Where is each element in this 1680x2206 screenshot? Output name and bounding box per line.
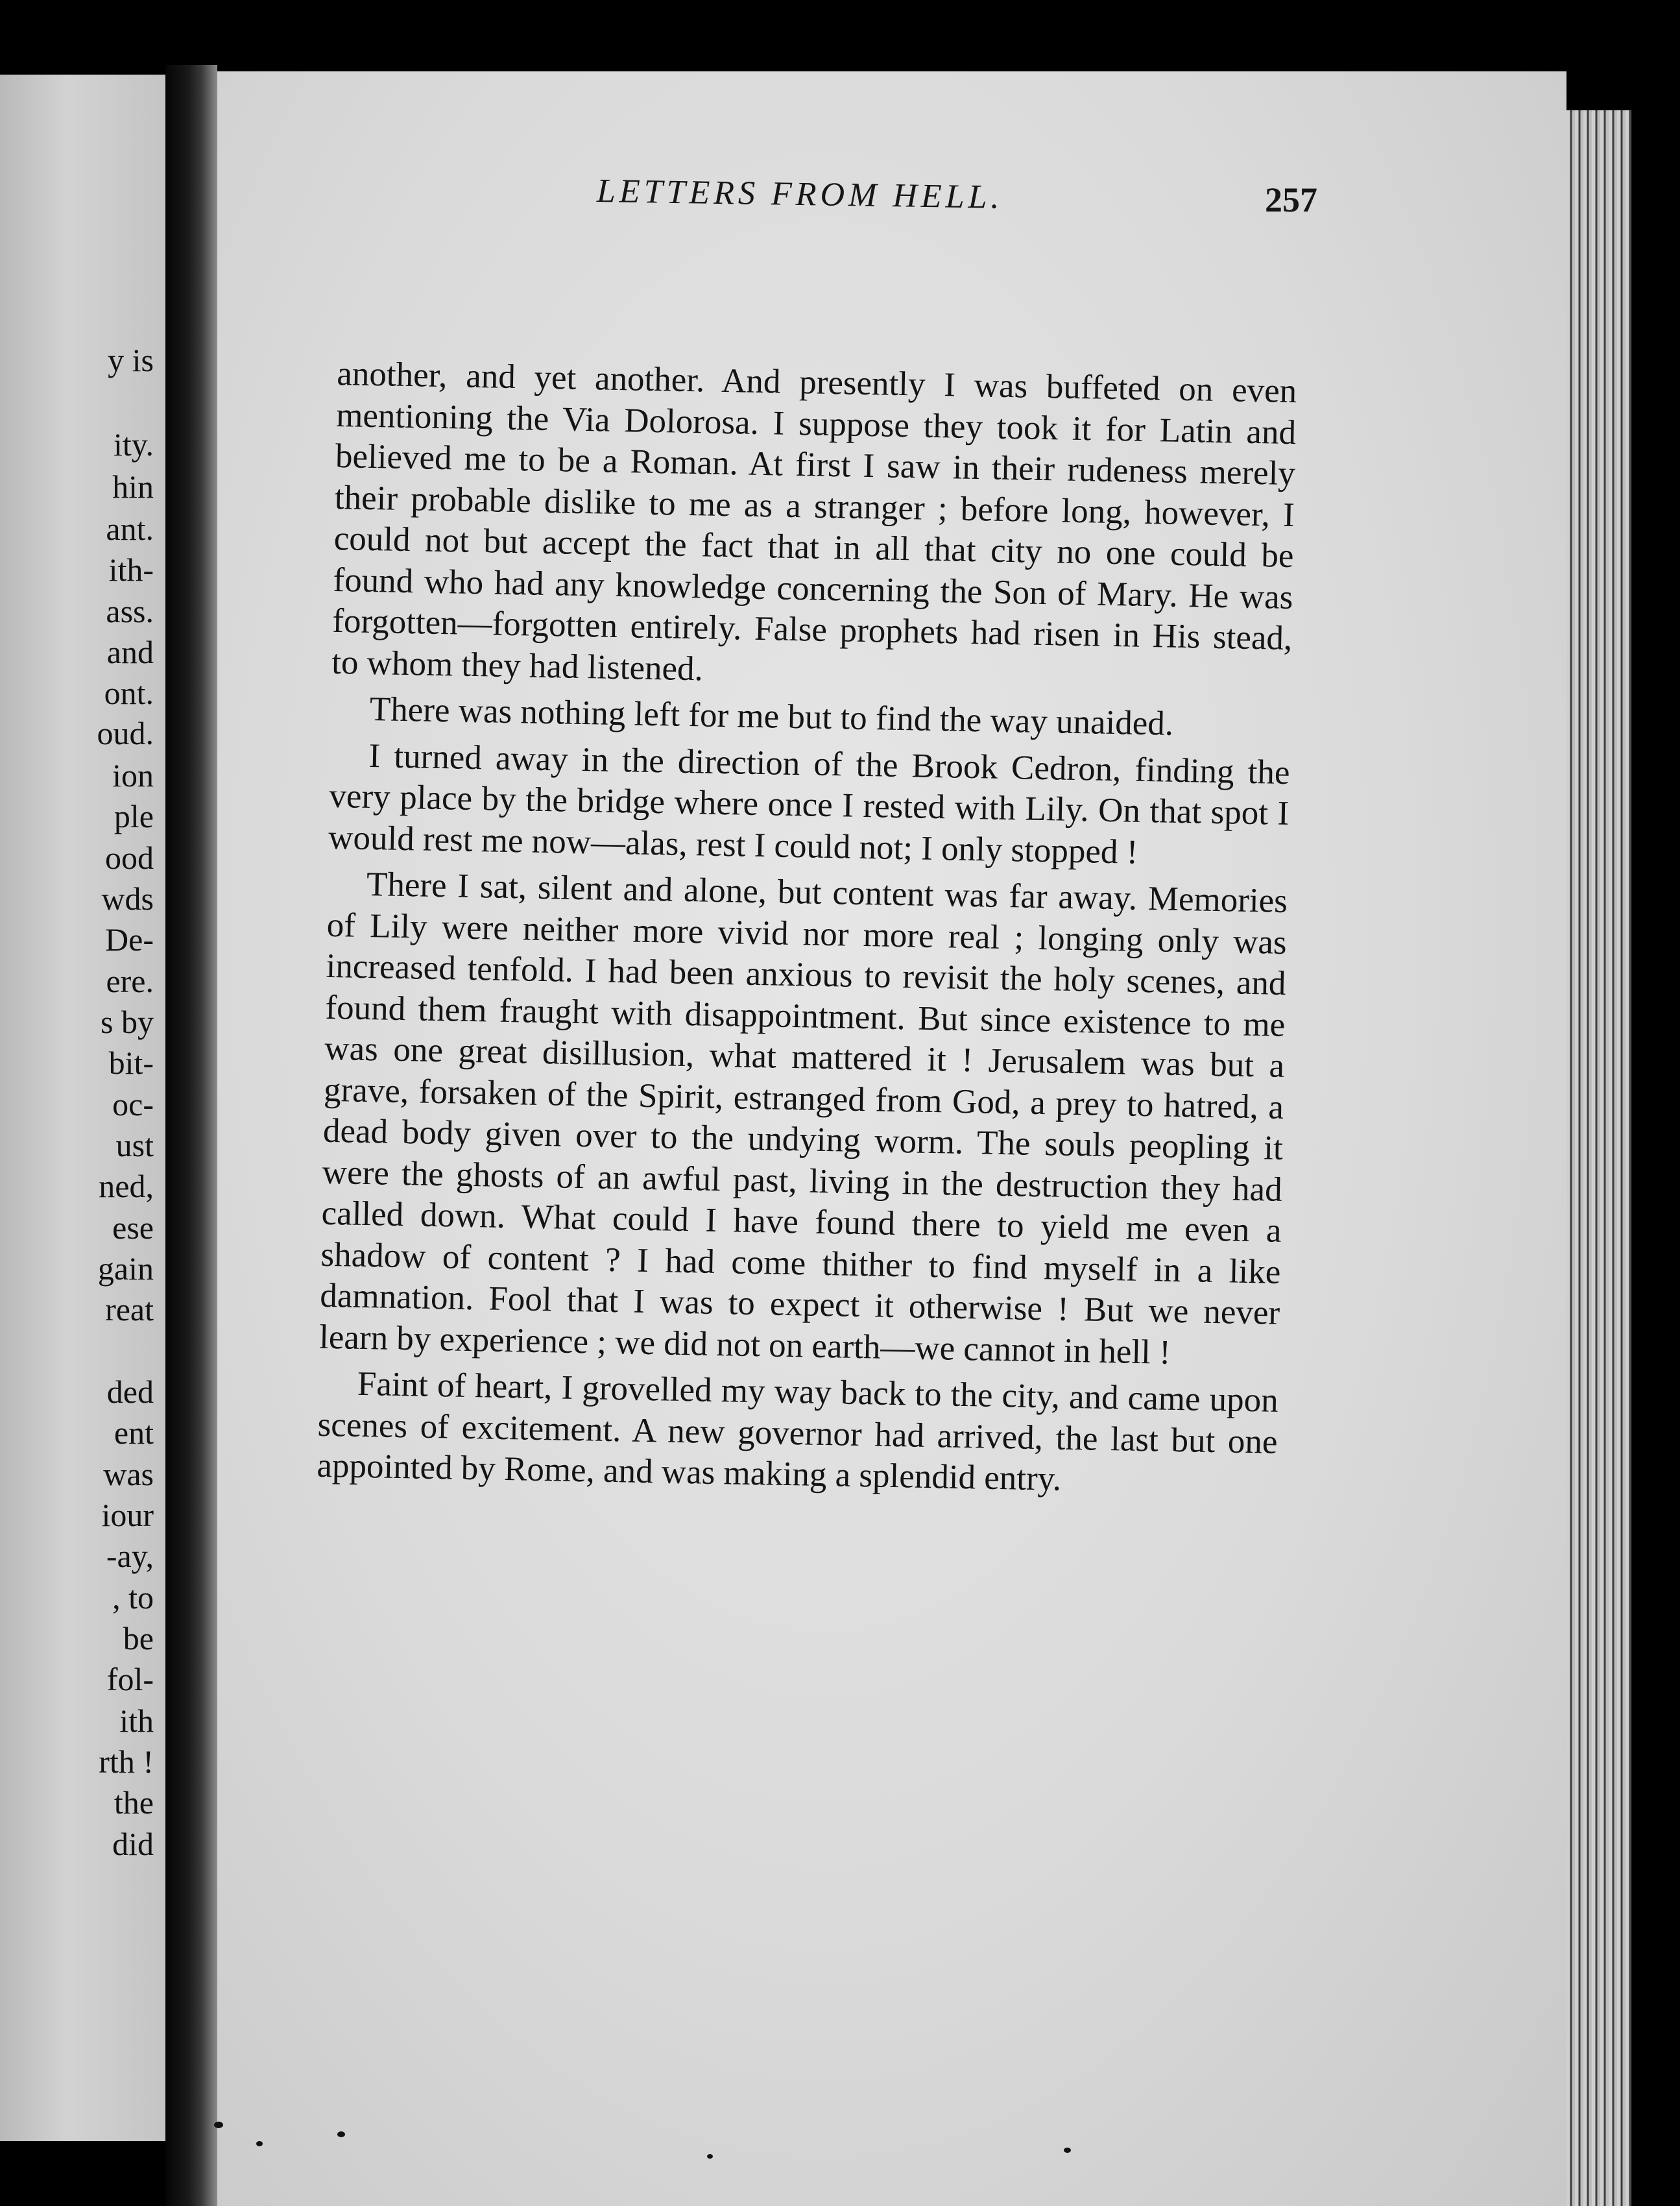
paragraph: There was nothing left for me but to find the way unaided. [369,690,1174,743]
scan-speck [1064,2148,1071,2153]
left-page-line: ood [105,840,154,876]
paragraph: another, and yet another. And presently I was buffeted on even mentioning the Via Dolorosa. I suppose they took it for Latin and believed me to be a Roman. At first I saw in their rudeness merely their probable dislike to me as a stranger ; before long, however, I could not but accept the fact that in all that city no one could be found who had any knowledge concerning the Son of Mary. He was forgotten—forgotten entirely. False prophets had risen in His stead, to whom they had listened. [331,354,1297,688]
running-title: LETTERS FROM HELL. [596,173,1003,216]
left-page-line: reat [105,1291,154,1327]
left-page-line: wds [101,880,154,917]
left-page-line: ple [114,798,154,834]
page-edges [1566,110,1631,2206]
left-page-line: bit- [108,1045,154,1081]
scan-speck [707,2154,713,2159]
left-page-line: ned, [99,1168,154,1204]
paragraph: I turned away in the direction of the Brook Cedron, finding the very place by the bridge where once I rested with Lily. On that spot I would rest me now—alas, rest I could not; I only stopped ! [328,736,1290,871]
paragraph: There I sat, silent and alone, but content was far away. Memories of Lily were neither more vivid nor more real ; longing only was increased tenfold. I had been anxious to revisit the holy scenes, and found them fraught with disappointment. But since existence to me was one great disillusion, what mattered it ! Jerusalem was but a grave, forsaken of the Spirit, estranged from God, a prey to hatred, a dead body given over to the undying worm. The souls peopling it were the ghosts of an awful past, living in the destruction they had called down. What could I have found there to yield me even a shadow of content ? I had come thither to find myself in a like damnation. Fool that I was to expect it otherwise ! But we never learn by experience ; we did not on earth—we cannot in hell ! [318,865,1288,1372]
scan-speck [337,2131,345,2137]
left-page-line: , to [112,1579,154,1616]
left-page-line: ere. [106,963,154,999]
left-page-line: hin [112,468,154,505]
left-page-line: oc- [112,1086,154,1122]
page-number: 257 [1265,180,1317,219]
previous-page-fragment [0,75,165,2141]
left-page-line: ith [119,1703,154,1739]
left-page-line: ded [106,1374,154,1410]
left-page-line: gain [97,1250,154,1287]
left-page-line: s by [101,1004,154,1040]
left-page-line: oud. [97,715,154,751]
left-page-line: iour [101,1497,154,1533]
left-page-line: ese [112,1209,154,1246]
left-page-line: the [114,1784,154,1821]
left-page-line: and [106,634,154,670]
left-page-line: fol- [106,1661,154,1697]
left-page-line: ion [112,757,154,794]
page-body [317,354,1297,1504]
scan-speck [256,2141,263,2146]
left-page-line: was [103,1456,154,1492]
left-page-line: ust [115,1127,154,1163]
left-page-line: ith- [108,552,154,588]
left-page-line: -ay, [106,1538,154,1574]
scan-speck [214,2122,223,2128]
running-head [383,165,1330,224]
left-page-line: ent [114,1414,154,1451]
left-page-line: y is [108,342,154,378]
left-page-line: did [112,1826,154,1862]
left-page-line: De- [105,921,154,958]
left-page-line: be [123,1620,154,1656]
book-gutter [165,65,217,2206]
left-page-line: ass. [106,593,154,629]
left-page-line: ant. [106,511,154,547]
left-page-line: ont. [104,675,154,711]
left-page-line: rth ! [99,1743,154,1780]
paragraph: Faint of heart, I grovelled my way back to the city, and came upon scenes of excitement. A new governor had arrived, the last but one appointed by Rome, and was making a splendid entry. [317,1364,1279,1498]
left-page-line: ity. [113,426,154,463]
